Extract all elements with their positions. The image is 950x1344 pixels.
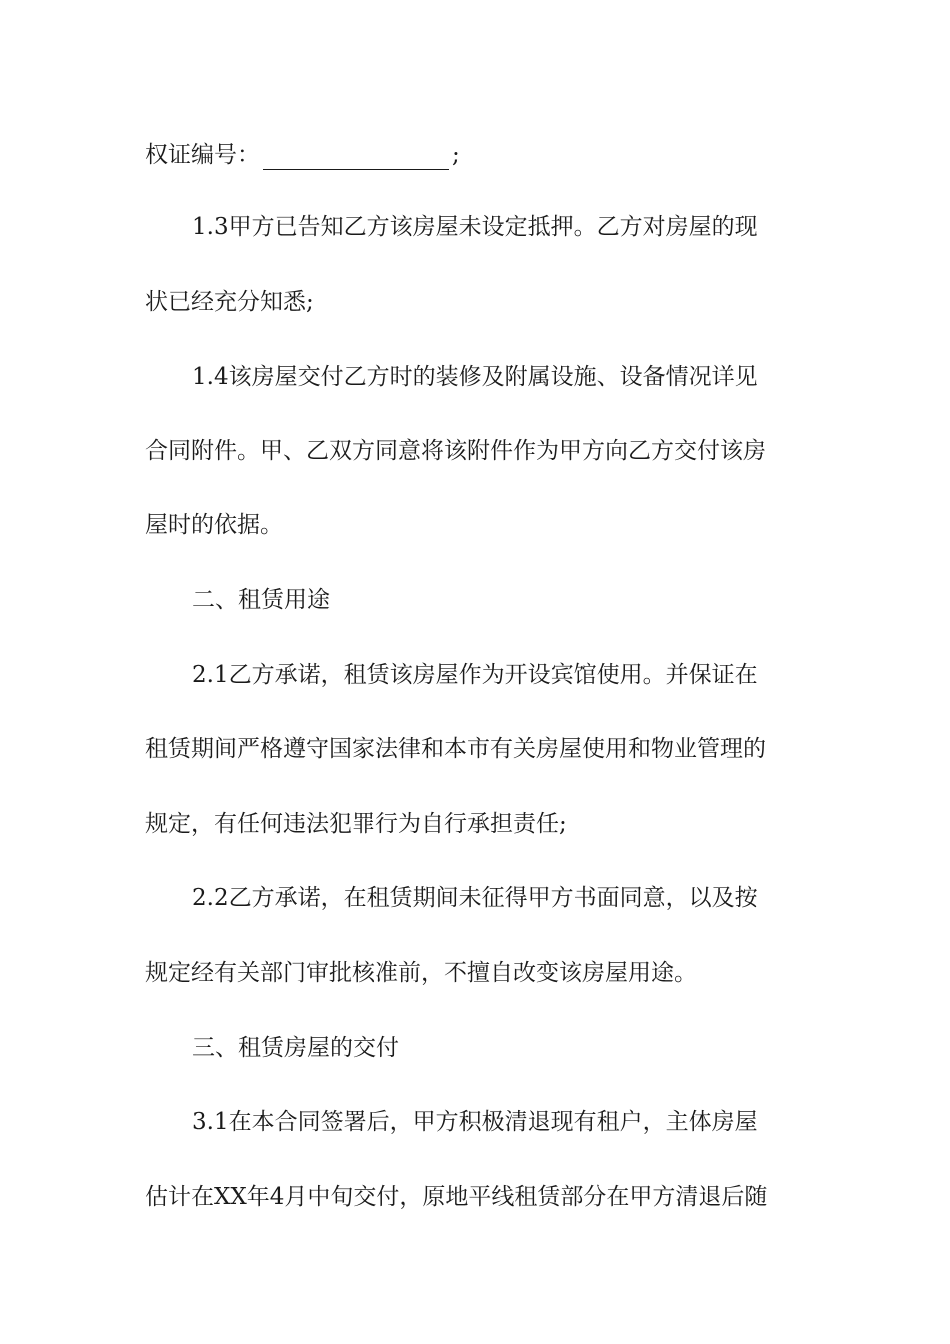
section-heading: 三、租赁房屋的交付 (192, 1035, 399, 1061)
cert-number-blank (263, 145, 449, 170)
paragraph-line: 租赁期间严格遵守国家法律和本市有关房屋使用和物业管理的 (145, 736, 766, 762)
cert-number-label: 权证编号： (145, 142, 260, 168)
paragraph-line: 屋时的依据。 (145, 512, 283, 538)
cert-number-line (145, 140, 460, 170)
paragraph-line: 规定经有关部门审批核准前，不擅自改变该房屋用途。 (145, 960, 697, 986)
paragraph-line: 1.3甲方已告知乙方该房屋未设定抵押。乙方对房屋的现 (192, 214, 758, 240)
paragraph-line: 规定，有任何违法犯罪行为自行承担责任; (145, 811, 567, 837)
paragraph-line: 状已经充分知悉; (145, 289, 314, 315)
section-heading: 二、租赁用途 (192, 587, 330, 613)
cert-number-end: ; (452, 142, 460, 168)
paragraph-line: 合同附件。甲、乙双方同意将该附件作为甲方向乙方交付该房 (145, 438, 766, 464)
paragraph-line: 3.1在本合同签署后，甲方积极清退现有租户，主体房屋 (192, 1109, 758, 1135)
paragraph-line: 估计在XX年4月中旬交付，原地平线租赁部分在甲方清退后随 (145, 1184, 768, 1210)
paragraph-line: 2.2乙方承诺，在租赁期间未征得甲方书面同意，以及按 (192, 885, 758, 911)
paragraph-line: 2.1乙方承诺，租赁该房屋作为开设宾馆使用。并保证在 (192, 662, 758, 688)
paragraph-line: 1.4该房屋交付乙方时的装修及附属设施、设备情况详见 (192, 364, 758, 390)
